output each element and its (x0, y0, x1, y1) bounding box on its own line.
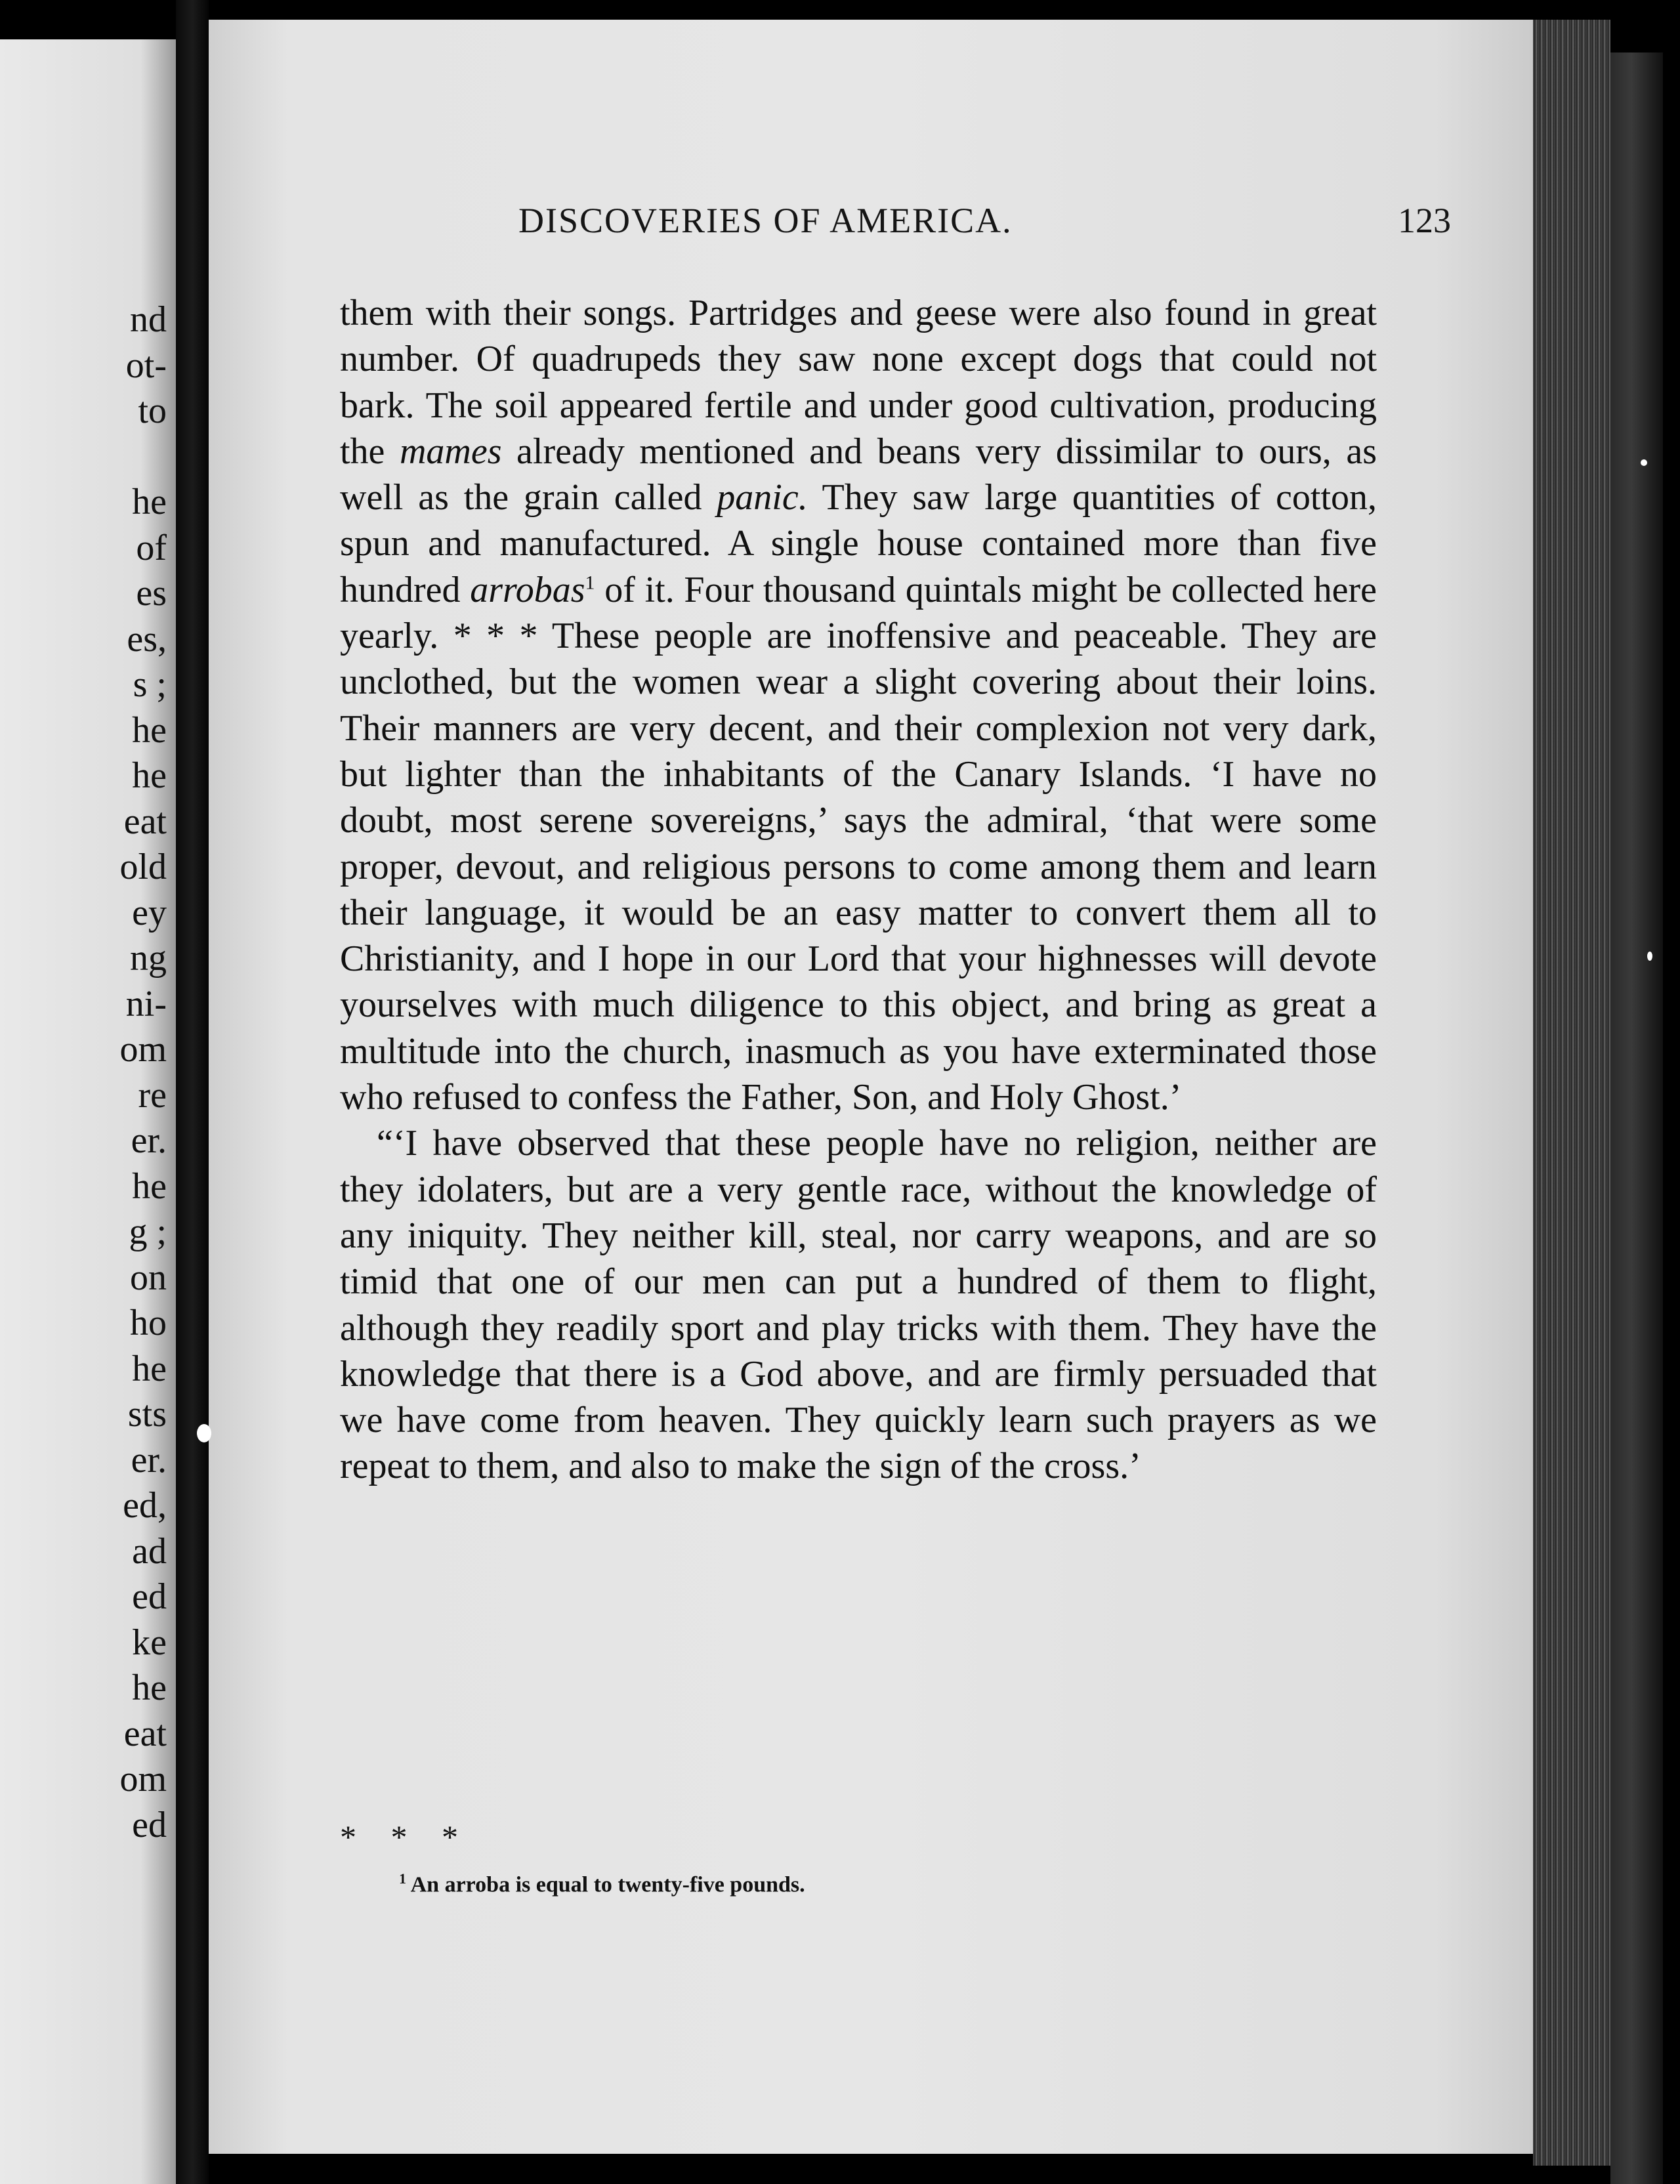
previous-page-line: g ; (129, 1211, 167, 1252)
closing-asterisks: * * * (340, 1818, 458, 1855)
previous-page-line: nd (130, 299, 167, 340)
scan-speck (1647, 952, 1652, 961)
previous-page-line: ni- (125, 983, 167, 1024)
footnote (399, 1870, 805, 1897)
footnote-marker: 1 (399, 1870, 406, 1887)
body-text (340, 290, 1377, 1490)
scan-speck (1641, 459, 1647, 466)
text-run: already mentioned and beans very dissimilar to ours, as well as the grain called (340, 430, 1377, 518)
footnote-reference: 1 (585, 572, 595, 594)
previous-page-line: he (132, 482, 167, 522)
previous-page-line: he (132, 755, 167, 796)
previous-page-line: ed (132, 1576, 167, 1617)
previous-page-line: ad (132, 1530, 167, 1572)
previous-page-line: s ; (133, 664, 167, 705)
previous-page-line: es, (127, 618, 167, 660)
text-run: “‘I have observed that these people have no religion, neither are they idolaters, but are a very gentle race, without the knowledge of any iniquity. They neither kill, steal, nor carry weapons, and are so timid that one of our men can put a hundred of them to flight, although they readily sport and play tricks with them. They have the knowledge that there is a God above, and are firmly persuaded that we have come from heaven. They quickly learn such prayers as we repeat to them, and also to make the sign of the cross.’ (340, 1123, 1377, 1487)
previous-page-line: re (138, 1074, 167, 1116)
italic-term: arrobas (470, 569, 585, 610)
previous-page-line: ed (132, 1804, 167, 1845)
book-page (209, 20, 1541, 2154)
text-run: them with their songs. Partridges and geese were also found in great number. Of quadrupeds they saw none except dogs that could not bark. The soil appeared fertile and under good cultivation, producing the (340, 293, 1377, 472)
italic-term: panic. (717, 477, 808, 518)
previous-page-line: er. (131, 1439, 167, 1480)
text-run: They saw large quantities of cotton, spun and manufactured. A single house contained more than five hundred (340, 477, 1377, 610)
previous-page-line: on (130, 1257, 167, 1298)
previous-page-line: he (132, 1668, 167, 1708)
previous-page-line: ed, (123, 1485, 167, 1526)
previous-page-line: om (119, 1759, 167, 1799)
previous-page-line: sts (127, 1394, 167, 1435)
scan-speck (197, 1424, 211, 1442)
text-run: of it. Four thousand quintals might be collected here yearly. * * * These people are inoffensive and peaceable. They are unclothed, but the women wear a slight covering about their loins. Their manners are very decent, and their complexion not very dark, but lighter than the inhabitants of the Canary Islands. ‘I have no doubt, most serene sovereigns,’ says the admiral, ‘that were some proper, devout, and religious persons to come among them and learn their language, it would be an easy matter to convert them all to Christianity, and I hope in our Lord that your highnesses will devote yourselves with much diligence to this object, and bring as great a multitude into the church, inasmuch as you have exterminated those who refused to confess the Father, Son, and Holy Ghost.’ (340, 569, 1377, 1118)
previous-page-line: ke (132, 1622, 167, 1663)
previous-page-line: ho (130, 1303, 167, 1343)
paragraph (340, 1120, 1377, 1489)
previous-page-line: ng (130, 938, 167, 978)
paragraph (340, 290, 1377, 1120)
italic-term: mames (399, 430, 502, 472)
page-number: 123 (1398, 201, 1451, 240)
previous-page-line: he (132, 1166, 167, 1207)
previous-page-line: eat (123, 801, 167, 842)
previous-page-line: of (136, 527, 167, 568)
previous-page-line: old (119, 847, 167, 887)
previous-page-line: he (132, 1348, 167, 1389)
previous-page-line: eat (123, 1713, 167, 1754)
previous-page-line: om (119, 1029, 167, 1070)
previous-page-line: ey (132, 892, 167, 933)
previous-page-line: ot- (125, 345, 167, 386)
book-fore-edge (1533, 20, 1610, 2166)
book-cover-edge (1610, 52, 1663, 2184)
footnote-text: An arroba is equal to twenty-five pounds. (410, 1872, 805, 1897)
previous-page-line: he (132, 709, 167, 751)
running-head: DISCOVERIES OF AMERICA. (518, 201, 1013, 240)
previous-page-line: to (138, 390, 167, 431)
previous-page-line: es (136, 573, 167, 614)
previous-page-line: er. (131, 1120, 167, 1161)
book-gutter (176, 0, 209, 2184)
previous-page-edge (0, 39, 176, 2184)
